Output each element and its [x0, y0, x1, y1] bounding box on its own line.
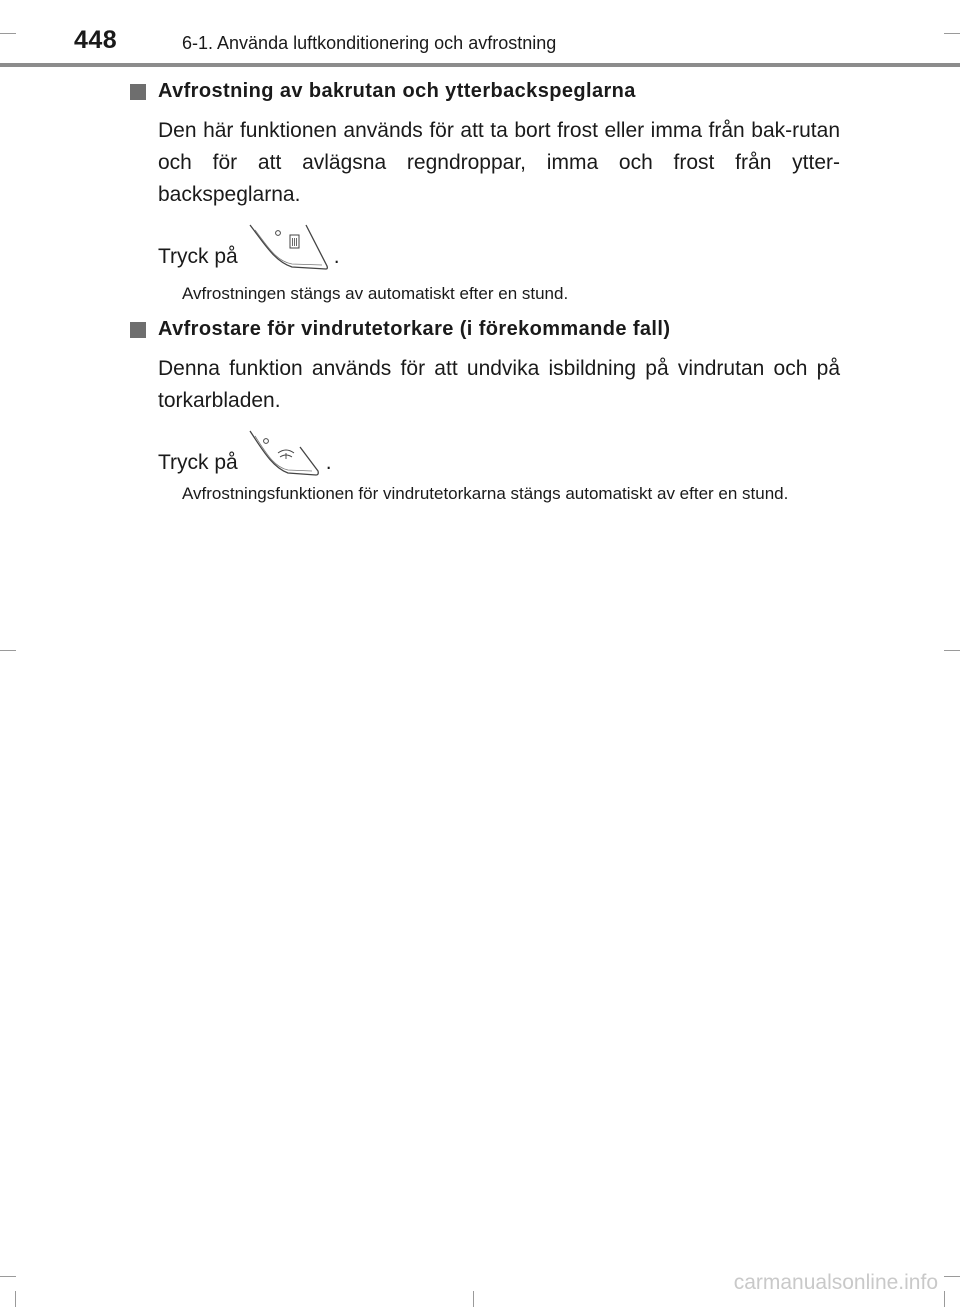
windshield-wiper-deicer-button-icon	[248, 427, 320, 479]
section-body: Den här funktionen används för att ta bort frost eller imma från bak-rutan och för att avlägsna regndroppar, imma och frost från ytter-backspeglarna.	[158, 119, 840, 206]
section-rear-window-defogger	[130, 80, 840, 305]
crop-mark	[944, 1276, 960, 1277]
instruction-suffix: .	[325, 451, 332, 474]
crop-mark	[0, 33, 16, 34]
watermark: carmanualsonline.info	[733, 1271, 938, 1294]
crop-mark	[944, 33, 960, 34]
rear-window-defogger-button-icon	[248, 221, 328, 273]
crop-mark	[944, 650, 960, 651]
instruction-prefix: Tryck på	[158, 451, 238, 474]
instruction-prefix: Tryck på	[158, 245, 238, 268]
section-body: Denna funktion används för att undvika isbildning på vindrutan och på torkarbladen.	[158, 357, 840, 412]
page-number: 448	[74, 26, 118, 54]
section-heading	[130, 80, 840, 103]
section-note: Avfrostningsfunktionen för vindrutetorkarna stängs automatiskt av efter en stund.	[182, 484, 789, 503]
crop-mark	[15, 1291, 16, 1307]
crop-mark	[944, 1291, 945, 1307]
instruction	[158, 221, 840, 273]
crop-mark	[0, 1276, 16, 1277]
section-heading-text: Avfrostare för vindrutetorkare (i förekommande fall)	[158, 318, 671, 340]
crop-mark	[473, 1291, 474, 1307]
instruction	[158, 427, 840, 479]
section-heading	[130, 318, 840, 341]
instruction-suffix: .	[333, 245, 340, 268]
section-heading-text: Avfrostning av bakrutan och ytterbackspeglarna	[158, 80, 636, 102]
section-wiper-deicer	[130, 318, 840, 505]
header-rule	[0, 63, 960, 67]
section-note: Avfrostningen stängs av automatiskt efter en stund.	[182, 284, 569, 303]
crop-mark	[0, 650, 16, 651]
square-bullet-icon	[130, 322, 146, 338]
square-bullet-icon	[130, 84, 146, 100]
chapter-title: 6-1. Använda luftkonditionering och avfrostning	[182, 33, 557, 53]
